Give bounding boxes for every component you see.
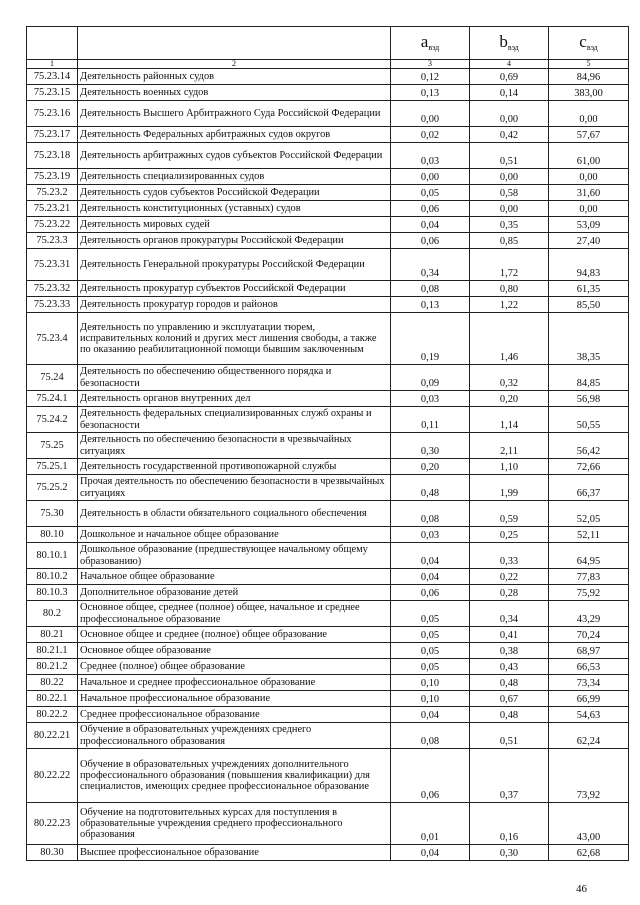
row-name: Дошкольное и начальное общее образование (78, 527, 391, 543)
row-b-value: 0,48 (470, 675, 549, 691)
row-a-value: 0,30 (391, 433, 470, 459)
row-b-value: 0,30 (470, 845, 549, 861)
table-row (27, 365, 629, 391)
row-code: 80.22.21 (27, 723, 78, 749)
row-b-value: 0,51 (470, 723, 549, 749)
column-number: 5 (549, 60, 629, 69)
row-c-value: 56,42 (549, 433, 629, 459)
row-code: 75.23.32 (27, 281, 78, 297)
row-a-value: 0,04 (391, 707, 470, 723)
row-code: 80.22 (27, 675, 78, 691)
table-row (27, 501, 629, 527)
row-a-value: 0,05 (391, 643, 470, 659)
row-c-value: 66,37 (549, 475, 629, 501)
row-a-value: 0,20 (391, 459, 470, 475)
row-code: 75.24 (27, 365, 78, 391)
row-name: Основное общее образование (78, 643, 391, 659)
row-code: 80.10 (27, 527, 78, 543)
header-code (27, 27, 78, 60)
row-c-value: 56,98 (549, 391, 629, 407)
row-b-value: 1,72 (470, 249, 549, 281)
row-a-value: 0,06 (391, 585, 470, 601)
row-code: 75.23.4 (27, 313, 78, 365)
row-name: Деятельность органов прокуратуры Российской Федерации (78, 233, 391, 249)
row-a-value: 0,01 (391, 803, 470, 845)
row-c-value: 57,67 (549, 127, 629, 143)
row-b-value: 0,80 (470, 281, 549, 297)
row-a-value: 0,03 (391, 143, 470, 169)
row-a-value: 0,03 (391, 527, 470, 543)
row-name: Деятельность Федеральных арбитражных судов округов (78, 127, 391, 143)
table-row (27, 459, 629, 475)
row-a-value: 0,00 (391, 101, 470, 127)
row-name: Деятельность военных судов (78, 85, 391, 101)
row-c-value: 73,34 (549, 675, 629, 691)
row-code: 75.25.1 (27, 459, 78, 475)
row-c-value: 52,11 (549, 527, 629, 543)
row-name: Основное общее, среднее (полное) общее, начальное и среднее профессиональное образование (78, 601, 391, 627)
row-name: Обучение в образовательных учреждениях среднего профессионального образования (78, 723, 391, 749)
table-row (27, 659, 629, 675)
row-c-value: 94,83 (549, 249, 629, 281)
header-b (470, 27, 549, 60)
row-a-value: 0,08 (391, 501, 470, 527)
row-b-value: 0,32 (470, 365, 549, 391)
table-row (27, 723, 629, 749)
row-b-value: 0,00 (470, 201, 549, 217)
table-row (27, 543, 629, 569)
row-b-value: 0,35 (470, 217, 549, 233)
page-number: 46 (576, 883, 587, 895)
row-b-value: 0,00 (470, 169, 549, 185)
row-name: Деятельность федеральных специализированных служб охраны и безопасности (78, 407, 391, 433)
row-c-value: 52,05 (549, 501, 629, 527)
row-code: 75.23.18 (27, 143, 78, 169)
row-c-value: 75,92 (549, 585, 629, 601)
row-code: 80.22.22 (27, 749, 78, 803)
row-code: 75.23.33 (27, 297, 78, 313)
row-a-value: 0,08 (391, 723, 470, 749)
table-row (27, 169, 629, 185)
row-b-value: 0,20 (470, 391, 549, 407)
header-c-sub: вэд (586, 43, 598, 53)
row-a-value: 0,00 (391, 169, 470, 185)
row-name: Начальное общее образование (78, 569, 391, 585)
row-code: 75.23.14 (27, 69, 78, 85)
table-row (27, 201, 629, 217)
row-b-value: 0,22 (470, 569, 549, 585)
row-name: Деятельность по управлению и эксплуатации тюрем, исправительных колоний и других мест лишения свободы, а также по оказанию реабилитационной помощи бывшим заключенным (78, 313, 391, 365)
row-name: Деятельность Высшего Арбитражного Суда Российской Федерации (78, 101, 391, 127)
row-name: Обучение на подготовительных курсах для поступления в образовательные учреждения среднего профессионального образования (78, 803, 391, 845)
table-row (27, 391, 629, 407)
row-c-value: 50,55 (549, 407, 629, 433)
row-name: Деятельность в области обязательного социального обеспечения (78, 501, 391, 527)
header-a-letter: a (420, 32, 429, 52)
row-name: Высшее профессиональное образование (78, 845, 391, 861)
row-c-value: 31,60 (549, 185, 629, 201)
row-c-value: 61,35 (549, 281, 629, 297)
row-a-value: 0,12 (391, 69, 470, 85)
header-a (391, 27, 470, 60)
row-code: 80.10.2 (27, 569, 78, 585)
row-code: 75.23.19 (27, 169, 78, 185)
table-row (27, 691, 629, 707)
row-code: 75.25.2 (27, 475, 78, 501)
row-c-value: 54,63 (549, 707, 629, 723)
row-name: Деятельность специализированных судов (78, 169, 391, 185)
row-code: 80.22.2 (27, 707, 78, 723)
row-a-value: 0,06 (391, 233, 470, 249)
table-row (27, 803, 629, 845)
row-code: 75.24.2 (27, 407, 78, 433)
row-name: Прочая деятельность по обеспечению безопасности в чрезвычайных ситуациях (78, 475, 391, 501)
table-row (27, 233, 629, 249)
table-row (27, 433, 629, 459)
row-a-value: 0,06 (391, 201, 470, 217)
row-code: 75.23.15 (27, 85, 78, 101)
row-c-value: 85,50 (549, 297, 629, 313)
row-code: 75.23.3 (27, 233, 78, 249)
row-b-value: 0,33 (470, 543, 549, 569)
table-row (27, 281, 629, 297)
row-code: 80.10.3 (27, 585, 78, 601)
row-c-value: 0,00 (549, 101, 629, 127)
table-row (27, 249, 629, 281)
row-b-value: 0,85 (470, 233, 549, 249)
row-c-value: 62,24 (549, 723, 629, 749)
row-name: Основное общее и среднее (полное) общее образование (78, 627, 391, 643)
row-a-value: 0,04 (391, 543, 470, 569)
row-name: Деятельность Генеральной прокуратуры Российской Федерации (78, 249, 391, 281)
table-row (27, 143, 629, 169)
row-c-value: 0,00 (549, 169, 629, 185)
row-c-value: 72,66 (549, 459, 629, 475)
row-a-value: 0,04 (391, 845, 470, 861)
table-row (27, 101, 629, 127)
row-b-value: 0,38 (470, 643, 549, 659)
table-row (27, 407, 629, 433)
row-c-value: 43,29 (549, 601, 629, 627)
row-a-value: 0,04 (391, 569, 470, 585)
row-name: Обучение в образовательных учреждениях дополнительного профессионального образования (повышения квалификации) для специалистов, имеющих среднее профессиональное образование (78, 749, 391, 803)
row-b-value: 0,42 (470, 127, 549, 143)
row-b-value: 0,41 (470, 627, 549, 643)
row-code: 75.23.16 (27, 101, 78, 127)
row-code: 80.2 (27, 601, 78, 627)
row-a-value: 0,34 (391, 249, 470, 281)
row-a-value: 0,11 (391, 407, 470, 433)
table-row (27, 707, 629, 723)
row-name: Деятельность мировых судей (78, 217, 391, 233)
table-row (27, 601, 629, 627)
table-row (27, 127, 629, 143)
row-code: 75.23.31 (27, 249, 78, 281)
row-name: Деятельность по обеспечению общественного порядка и безопасности (78, 365, 391, 391)
table-row (27, 85, 629, 101)
table-row (27, 749, 629, 803)
row-a-value: 0,06 (391, 749, 470, 803)
row-a-value: 0,04 (391, 217, 470, 233)
column-number-row (27, 60, 629, 69)
table-row (27, 217, 629, 233)
header-b-sub: вэд (507, 43, 519, 53)
header-name (78, 27, 391, 60)
row-a-value: 0,08 (391, 281, 470, 297)
table-row (27, 569, 629, 585)
row-b-value: 0,59 (470, 501, 549, 527)
row-name: Начальное и среднее профессиональное образование (78, 675, 391, 691)
row-c-value: 0,00 (549, 201, 629, 217)
row-b-value: 0,28 (470, 585, 549, 601)
row-a-value: 0,05 (391, 601, 470, 627)
row-a-value: 0,10 (391, 691, 470, 707)
row-c-value: 61,00 (549, 143, 629, 169)
row-b-value: 1,14 (470, 407, 549, 433)
table-row (27, 475, 629, 501)
row-a-value: 0,02 (391, 127, 470, 143)
row-name: Деятельность судов субъектов Российской Федерации (78, 185, 391, 201)
row-name: Деятельность конституционных (уставных) судов (78, 201, 391, 217)
row-b-value: 1,99 (470, 475, 549, 501)
row-b-value: 0,16 (470, 803, 549, 845)
table-row (27, 185, 629, 201)
row-c-value: 383,00 (549, 85, 629, 101)
row-name: Среднее профессиональное образование (78, 707, 391, 723)
table-row (27, 69, 629, 85)
row-b-value: 0,37 (470, 749, 549, 803)
row-name: Среднее (полное) общее образование (78, 659, 391, 675)
row-code: 80.30 (27, 845, 78, 861)
row-name: Деятельность по обеспечению безопасности в чрезвычайных ситуациях (78, 433, 391, 459)
row-c-value: 84,85 (549, 365, 629, 391)
row-c-value: 38,35 (549, 313, 629, 365)
row-name: Дошкольное образование (предшествующее начальному общему образованию) (78, 543, 391, 569)
row-a-value: 0,19 (391, 313, 470, 365)
row-code: 75.23.22 (27, 217, 78, 233)
row-b-value: 0,67 (470, 691, 549, 707)
row-a-value: 0,13 (391, 297, 470, 313)
row-b-value: 0,00 (470, 101, 549, 127)
row-b-value: 1,22 (470, 297, 549, 313)
header-b-letter: b (499, 32, 508, 52)
row-c-value: 68,97 (549, 643, 629, 659)
row-b-value: 0,43 (470, 659, 549, 675)
header-c (549, 27, 629, 60)
table-row (27, 585, 629, 601)
row-b-value: 2,11 (470, 433, 549, 459)
row-c-value: 77,83 (549, 569, 629, 585)
row-name: Начальное профессиональное образование (78, 691, 391, 707)
row-name: Деятельность арбитражных судов субъектов Российской Федерации (78, 143, 391, 169)
table-row (27, 675, 629, 691)
row-code: 75.23.17 (27, 127, 78, 143)
row-code: 80.22.23 (27, 803, 78, 845)
row-code: 80.10.1 (27, 543, 78, 569)
row-b-value: 1,46 (470, 313, 549, 365)
row-a-value: 0,10 (391, 675, 470, 691)
row-code: 75.23.2 (27, 185, 78, 201)
row-name: Деятельность государственной противопожарной службы (78, 459, 391, 475)
row-c-value: 73,92 (549, 749, 629, 803)
row-c-value: 62,68 (549, 845, 629, 861)
row-name: Деятельность прокуратур субъектов Российской Федерации (78, 281, 391, 297)
row-b-value: 0,51 (470, 143, 549, 169)
coefficients-table (26, 26, 629, 861)
row-a-value: 0,48 (391, 475, 470, 501)
row-code: 80.21 (27, 627, 78, 643)
table-row (27, 527, 629, 543)
row-c-value: 66,53 (549, 659, 629, 675)
row-code: 75.24.1 (27, 391, 78, 407)
header-a-sub: вэд (428, 43, 440, 53)
row-a-value: 0,05 (391, 627, 470, 643)
header-row (27, 27, 629, 60)
table-row (27, 845, 629, 861)
column-number: 3 (391, 60, 470, 69)
column-number: 2 (78, 60, 391, 69)
row-b-value: 0,48 (470, 707, 549, 723)
row-b-value: 0,14 (470, 85, 549, 101)
row-b-value: 0,25 (470, 527, 549, 543)
row-b-value: 1,10 (470, 459, 549, 475)
row-code: 75.25 (27, 433, 78, 459)
row-code: 80.22.1 (27, 691, 78, 707)
row-name: Деятельность прокуратур городов и районов (78, 297, 391, 313)
row-c-value: 53,09 (549, 217, 629, 233)
row-b-value: 0,58 (470, 185, 549, 201)
row-c-value: 66,99 (549, 691, 629, 707)
table-row (27, 627, 629, 643)
row-code: 80.21.1 (27, 643, 78, 659)
row-a-value: 0,09 (391, 365, 470, 391)
column-number: 1 (27, 60, 78, 69)
row-b-value: 0,34 (470, 601, 549, 627)
row-code: 75.23.21 (27, 201, 78, 217)
row-c-value: 84,96 (549, 69, 629, 85)
row-name: Деятельность органов внутренних дел (78, 391, 391, 407)
row-c-value: 43,00 (549, 803, 629, 845)
column-number: 4 (470, 60, 549, 69)
row-b-value: 0,69 (470, 69, 549, 85)
row-a-value: 0,05 (391, 185, 470, 201)
header-c-letter: c (579, 32, 587, 52)
table-row (27, 297, 629, 313)
row-code: 75.30 (27, 501, 78, 527)
row-a-value: 0,13 (391, 85, 470, 101)
table-row (27, 313, 629, 365)
row-code: 80.21.2 (27, 659, 78, 675)
row-name: Деятельность районных судов (78, 69, 391, 85)
row-a-value: 0,03 (391, 391, 470, 407)
row-c-value: 27,40 (549, 233, 629, 249)
row-c-value: 70,24 (549, 627, 629, 643)
row-name: Дополнительное образование детей (78, 585, 391, 601)
row-a-value: 0,05 (391, 659, 470, 675)
table-row (27, 643, 629, 659)
row-c-value: 64,95 (549, 543, 629, 569)
